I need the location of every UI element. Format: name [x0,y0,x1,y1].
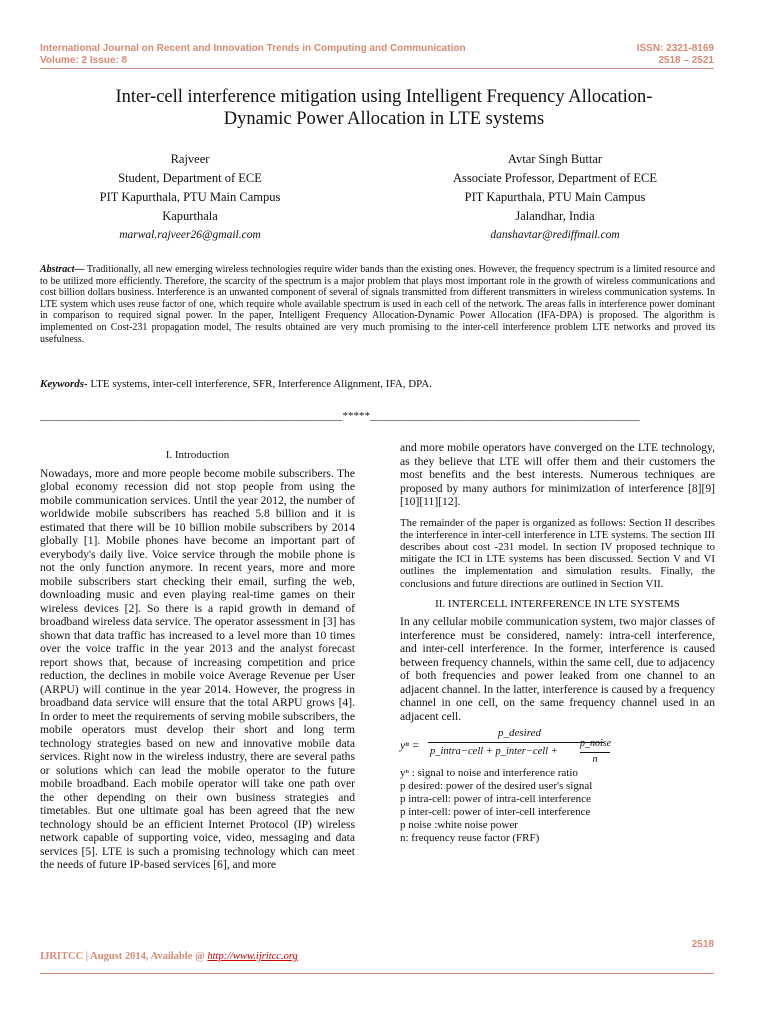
keywords-label: Keywords- [40,378,88,390]
left-column [40,449,355,872]
definition-item: p noise :white noise power [400,819,518,832]
author-2: Avtar Singh Buttar Associate Professor, Department of ECE PIT Kapurthala, PTU Main Campus Jalandhar, India danshavtar@rediffmail.com [420,150,690,245]
formula-denominator: p_intra−cell + p_inter−cell + [430,746,558,758]
footer-text: IJRITCC | August 2014, Available @ [40,951,208,962]
separator: _______________________________________________________*****_________________________________________________ [40,410,640,422]
intro-continued: and more mobile operators have converged on the LTE technology, as they believe that LTE will offer them and their customers the most benefits and the best interests. Numerous techniques are proposed by many authors for minimization of interference [8][9][10][11][12]. [400,441,715,508]
header-rule [40,68,714,69]
issn: ISSN: 2321-8169 [636,43,714,54]
section-2-heading: II. INTERCELL INTERFERENCE IN LTE SYSTEMS [435,597,680,610]
section-1-text: Nowadays, more and more people become mobile subscribers. The global economy recession did not stop people from using the mobile communication services. Until the year 2012, the number of worldwide mobile subscribers has reached 5.8 billion and it is estimated that there will be 10 billion mobile subscribers by 2014 globally [1]. Mobile phones have become an important part of everybody's daily live. Voice service through the mobile phone is not the only function anymore. In recent years, more and more mobile subscribers start checking their email, surfing the web, downloading music and even playing real-time games on their wireless devices [2]. So there is a rapid growth in demand of broadband wireless data service. The operator assessment in [3] has shown that data traffic has increased to a level more than 10 times over the voice traffic in the year 2013 and the analyst forecast report shows that, because of increasing competition and price reduction, the declines in mobile voice Average Revenue per User (ARPU) will continue in the year 2014. However, the progress in broadband data service will ensure that the total ARPU grows [4]. In order to meet the requirements of serving mobile subscribers, the mobile operators must develop their short and long term technology strategies based on new and innovative mobile data services. Right now in the wireless industry, there are several paths or solutions which can lead the mobile operator to the future mobile broadband. Each mobile operator will take one path over the other depending on their own business strategies and timetables. But one ultimate goal has been agreed that the new technology should be an efficient Internet Protocol (IP) wireless network capable of supporting voice, video, messaging and data services [5]. LTE is such a promising technology which can meet the needs of future IP-based services [6], and more [40,466,355,871]
author-1: Rajveer Student, Department of ECE PIT Kapurthala, PTU Main Campus Kapurthala marwal.rajveer26@gmail.com [60,150,320,245]
journal-header [40,43,714,54]
definition-item: yⁿ : signal to noise and interference ratio [400,767,578,780]
page-number: 2518 [691,939,714,950]
section-2-text: In any cellular mobile communication system, two major classes of interference must be considered, namely: intra-cell interference, and inter-cell interference. In the former, interference is caused between frequency channels, within the same cell, due to adjacency of both frequencies and power leaked from one channel to an adjacent channel. In the latter, interference is caused by a frequency channel in one cell, on the same frequency channel used in an adjacent cell. [400,615,715,723]
section-1-heading: I. Introduction [165,449,230,461]
volume: Volume: 2 Issue: 8 [40,55,128,66]
definition-item: p desired: power of the desired user's signal [400,780,593,793]
keywords-text: LTE systems, inter-cell interference, SFR, Interference Alignment, IFA, DPA. [87,378,432,390]
definition-item: p intra-cell: power of intra-cell interference [400,793,591,806]
definition-item: p inter-cell: power of inter-cell interference [400,806,591,819]
footer-rule [40,973,714,974]
page-range: 2518 – 2521 [658,55,714,66]
paper-title: Inter-cell interference mitigation using Intelligent Frequency Allocation- Dynamic Power Allocation in LTE systems [115,87,653,129]
fraction-bar [428,742,604,743]
author-2-email[interactable]: danshavtar@rediffmail.com [490,229,620,241]
sinr-formula [400,727,715,763]
right-column [400,441,715,845]
volume-line [40,55,714,66]
organization-paragraph: The remainder of the paper is organized as follows: Section II describes the interference in inter-cell interference in LTE systems. The section III describes about cost -231 model. In section IV proposed technique to mitigate the ICI in LTE systems has been discussed. Section V and VI outlines the implementation and simulation results. Finally, the conclusions and future directions are outlined in Section VII. [400,516,715,590]
keywords [40,378,715,390]
definitions [400,767,715,845]
abstract [40,264,715,345]
footer-link[interactable]: http://www.ijritcc.org [207,951,298,962]
journal-name: International Journal on Recent and Innovation Trends in Computing and Communication [40,43,466,54]
definition-item: n: frequency reuse factor (FRF) [400,832,540,845]
abstract-label: Abstract— [40,264,85,275]
formula-lhs: yⁿ = [400,739,420,753]
formula-numerator: p_desired [498,727,541,740]
footer [40,951,298,962]
abstract-text: Traditionally, all new emerging wireless technologies require wider bands than the existing ones. However, the frequency spectrum is a limited resource and to be utilized more efficiently. Therefore, the scarcity of the spectrum is a major problem that plays most important role in the growth of wireless communications and cost billion dollars business. Interference is an unwanted component of several of signals transmitted from different transmitters in wireless communication systems. In LTE system which uses reuse factor of one, which require whole available spectrum is used in each cell of the network. The areas falls in interference power dominant in comparison to required signal power. In the paper, Intelligent Frequency Allocation-Dynamic Power Allocation (IFA-DPA) is proposed. The algorithm is implemented on Cost-231 propagation model, The results obtained are very much promising to the inter-cell interference problem LTE networks and proved its usefulness. [40,264,715,345]
noise-fraction: p_noise n [580,738,612,765]
author-1-email[interactable]: marwal.rajveer26@gmail.com [119,229,261,241]
